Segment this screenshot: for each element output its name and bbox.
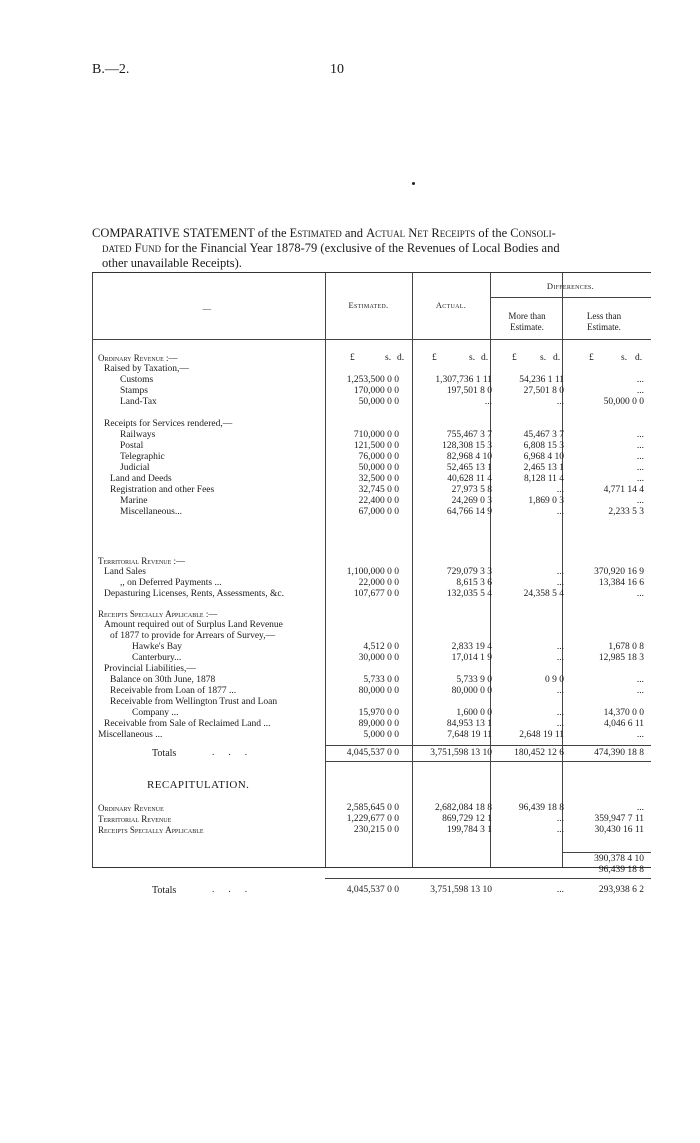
- table-row: [92, 708, 651, 719]
- actual-cell: 2,833 19 4: [451, 642, 492, 652]
- recap-sum: 390,378 4 10: [594, 854, 644, 864]
- title-part: COMPARATIVE STATEMENT: [92, 226, 255, 240]
- more-cell: 2,648 19 11: [519, 730, 564, 740]
- actual-cell: 7,648 19 11: [447, 730, 492, 740]
- more-cell: ...: [556, 814, 564, 824]
- subsection-row: [92, 697, 651, 708]
- table-row: [92, 463, 651, 474]
- less-cell: ...: [636, 496, 644, 506]
- actual-cell: 132,035 5 4: [446, 589, 492, 599]
- table-row: [92, 589, 651, 600]
- title-part: Consoli-: [510, 226, 556, 240]
- more-cell: ...: [556, 825, 564, 835]
- page-number: 10: [330, 62, 344, 77]
- actual-cell: 755,467 3 7: [446, 430, 492, 440]
- more-cell: 0 9 0: [545, 675, 564, 685]
- more-cell: ...: [556, 397, 564, 407]
- row-label: Miscellaneous ...: [98, 730, 163, 740]
- unit: £: [589, 353, 594, 363]
- row-label: Land and Deeds: [110, 474, 172, 484]
- row-label: Receipts Specially Applicable: [98, 825, 204, 835]
- more-cell: ...: [556, 719, 564, 729]
- table-row: [92, 578, 651, 589]
- estimated-head: Estimated.: [348, 300, 389, 310]
- table-row: [92, 653, 651, 664]
- unit: £: [512, 353, 517, 363]
- totals-row: [92, 885, 651, 896]
- rule: [92, 339, 651, 340]
- less-cell: 13,384 16 6: [598, 578, 644, 588]
- leader-dots: ...: [212, 885, 262, 895]
- recap-row: [92, 803, 651, 814]
- receipts-table: [92, 272, 651, 896]
- row-label: Telegraphic: [120, 452, 165, 462]
- section-row: [92, 609, 651, 620]
- amount-line-2: of 1877 to provide for Arrears of Survey,—: [110, 631, 276, 641]
- totals-row: [92, 748, 651, 759]
- title-part: of the: [475, 226, 511, 240]
- estimated-cell: 230,215 0 0: [353, 825, 399, 835]
- less-cell: 12,985 18 3: [598, 653, 644, 663]
- unit: s.: [540, 353, 547, 363]
- more-cell: 8,128 11 4: [523, 474, 564, 484]
- total-more: 180,452 12 6: [514, 748, 564, 758]
- estimated-cell: 170,000 0 0: [353, 386, 399, 396]
- less-cell: ...: [636, 589, 644, 599]
- unit: s.: [621, 353, 628, 363]
- row-label: Miscellaneous...: [120, 507, 183, 517]
- actual-cell: 128,308 15 3: [442, 441, 492, 451]
- actual-cell: 197,501 8 0: [446, 386, 492, 396]
- statement-title: [92, 226, 642, 271]
- row-label: Stamps: [120, 386, 148, 396]
- more-cell: 54,236 1 11: [519, 375, 564, 385]
- row-label: Receivable from Loan of 1877 ...: [110, 686, 237, 696]
- table-row: [92, 375, 651, 386]
- more-cell: 6,808 15 3: [523, 441, 564, 451]
- subsection-row: [92, 664, 651, 675]
- less-cell: ...: [636, 675, 644, 685]
- less-cell: 370,920 16 9: [594, 567, 644, 577]
- actual-cell: 199,784 3 1: [446, 825, 492, 835]
- actual-cell: 64,766 14 9: [446, 507, 492, 517]
- units-row: [92, 353, 651, 364]
- total-more: ...: [556, 885, 564, 895]
- unit: d.: [553, 353, 561, 363]
- total-estimated: 4,045,537 0 0: [346, 748, 399, 758]
- total-actual: 3,751,598 13 10: [430, 885, 492, 895]
- subsection-row: [92, 631, 651, 642]
- row-label: Receivable from Sale of Reclaimed Land ...: [104, 719, 271, 729]
- total-estimated: 4,045,537 0 0: [346, 885, 399, 895]
- unit: d.: [397, 353, 405, 363]
- table-row: [92, 719, 651, 730]
- recap-row: [92, 825, 651, 836]
- table-row: [92, 675, 651, 686]
- amount-line-1: Amount required out of Surplus Land Revenue: [104, 620, 283, 630]
- row-label: Balance on 30th June, 1878: [110, 675, 216, 685]
- actual-cell: 80,000 0 0: [451, 686, 492, 696]
- section-special: Receipts Specially Applicable :—: [98, 609, 218, 619]
- actual-cell: 52,465 13 1: [446, 463, 492, 473]
- actual-cell: 27,973 5 8: [451, 485, 492, 495]
- wellington-line-1: Receivable from Wellington Trust and Loan: [110, 697, 278, 707]
- rule: [490, 297, 651, 298]
- subsection-row: [92, 620, 651, 631]
- table-row: [92, 474, 651, 485]
- differences-head: Differences.: [546, 281, 595, 291]
- actual-cell: 1,307,736 1 11: [435, 375, 492, 385]
- total-less: 293,938 6 2: [598, 885, 644, 895]
- actual-cell: ...: [484, 397, 492, 407]
- more-cell: ...: [556, 653, 564, 663]
- table-row: [92, 730, 651, 741]
- less-cell: 14,370 0 0: [603, 708, 644, 718]
- estimated-cell: 1,253,500 0 0: [346, 375, 399, 385]
- less-cell: 1,678 0 8: [608, 642, 644, 652]
- actual-cell: 24,269 0 3: [451, 496, 492, 506]
- unit: £: [432, 353, 437, 363]
- less-cell: ...: [636, 803, 644, 813]
- estimated-cell: 2,585,645 0 0: [346, 803, 399, 813]
- row-label: Land Sales: [104, 567, 146, 577]
- subsection-row: [92, 419, 651, 430]
- actual-cell: 8,615 3 6: [456, 578, 492, 588]
- less-cell: 359,947 7 11: [594, 814, 644, 824]
- recap-sum-row: [92, 854, 651, 865]
- less-cell: ...: [636, 474, 644, 484]
- more-cell: 45,467 3 7: [523, 430, 564, 440]
- recap-minus: 96,439 18 8: [598, 865, 644, 875]
- row-label: Customs: [120, 375, 154, 385]
- actual-cell: 17,014 1 9: [451, 653, 492, 663]
- title-part: other unavailable Receipts).: [102, 256, 242, 270]
- estimated-cell: 4,512 0 0: [363, 642, 399, 652]
- row-label: Ordinary Revenue: [98, 803, 164, 813]
- actual-cell: 869,729 12 1: [442, 814, 492, 824]
- less-cell: ...: [636, 452, 644, 462]
- estimated-cell: 15,970 0 0: [358, 708, 399, 718]
- total-actual: 3,751,598 13 10: [430, 748, 492, 758]
- estimated-cell: 22,000 0 0: [358, 578, 399, 588]
- table-row: [92, 386, 651, 397]
- totals-label: Totals: [152, 748, 177, 759]
- title-part: and: [341, 226, 367, 240]
- rule: [325, 878, 651, 879]
- estimated-cell: 89,000 0 0: [358, 719, 399, 729]
- rule: [325, 745, 651, 746]
- table-row: [92, 430, 651, 441]
- unit: £: [350, 353, 355, 363]
- less-cell: 30,430 16 11: [594, 825, 644, 835]
- less-cell: ...: [636, 430, 644, 440]
- subsection-provincial: Provincial Liabilities,—: [104, 664, 196, 674]
- estimated-cell: 80,000 0 0: [358, 686, 399, 696]
- subsection-row: [92, 364, 651, 375]
- row-label: ,, on Deferred Payments ...: [120, 578, 222, 588]
- unit: s.: [469, 353, 476, 363]
- estimated-cell: 107,677 0 0: [353, 589, 399, 599]
- less-head: Less than Estimate.: [586, 311, 622, 332]
- estimated-cell: 50,000 0 0: [358, 463, 399, 473]
- unit: d.: [635, 353, 643, 363]
- estimated-cell: 67,000 0 0: [358, 507, 399, 517]
- estimated-cell: 32,745 0 0: [358, 485, 399, 495]
- row-label: Marine: [120, 496, 148, 506]
- label-column-head: —: [202, 303, 212, 313]
- actual-cell: 5,733 9 0: [456, 675, 492, 685]
- subsection-services: Receipts for Services rendered,—: [104, 419, 233, 429]
- more-cell: ...: [556, 578, 564, 588]
- row-label: Hawke's Bay: [132, 642, 182, 652]
- less-cell: 50,000 0 0: [603, 397, 644, 407]
- more-cell: ...: [556, 642, 564, 652]
- less-cell: 4,046 6 11: [603, 719, 644, 729]
- title-part: dated Fund: [102, 241, 162, 255]
- row-label: Judicial: [120, 463, 150, 473]
- actual-cell: 40,628 11 4: [447, 474, 492, 484]
- more-cell: 2,465 13 1: [523, 463, 564, 473]
- title-part: Actual Net Receipts: [366, 226, 476, 240]
- totals-label: Totals: [152, 885, 177, 896]
- table-row: [92, 485, 651, 496]
- section-ordinary: Ordinary Revenue :—: [98, 353, 178, 363]
- row-label: Railways: [120, 430, 156, 440]
- actual-head: Actual.: [435, 300, 467, 310]
- less-cell: ...: [636, 730, 644, 740]
- less-cell: 4,771 14 4: [603, 485, 644, 495]
- estimated-cell: 710,000 0 0: [353, 430, 399, 440]
- actual-cell: 82,968 4 10: [446, 452, 492, 462]
- rule: [562, 852, 651, 853]
- more-cell: ...: [556, 567, 564, 577]
- rule: [325, 761, 651, 762]
- title-part: for the Financial Year 1878-79 (exclusive of the Revenues of Local Bodies and: [161, 241, 560, 255]
- more-cell: ...: [556, 485, 564, 495]
- table-row: [92, 397, 651, 408]
- table-row: [92, 567, 651, 578]
- title-part: of the: [254, 226, 290, 240]
- section-row: [92, 556, 651, 567]
- more-cell: 24,358 5 4: [523, 589, 564, 599]
- more-head: More than Estimate.: [508, 311, 546, 332]
- actual-cell: 1,600 0 0: [456, 708, 492, 718]
- more-cell: ...: [556, 507, 564, 517]
- row-label: Depasturing Licenses, Rents, Assessments, &c.: [104, 589, 284, 599]
- actual-cell: 84,953 13 1: [446, 719, 492, 729]
- row-label: Territorial Revenue: [98, 814, 172, 824]
- row-label: Postal: [120, 441, 144, 451]
- row-label: Registration and other Fees: [110, 485, 215, 495]
- table-row: [92, 441, 651, 452]
- table-row: [92, 496, 651, 507]
- estimated-cell: 1,100,000 0 0: [346, 567, 399, 577]
- estimated-cell: 76,000 0 0: [358, 452, 399, 462]
- more-cell: 1,869 0 3: [528, 496, 564, 506]
- estimated-cell: 1,229,677 0 0: [346, 814, 399, 824]
- estimated-cell: 5,000 0 0: [363, 730, 399, 740]
- recapitulation-heading: RECAPITULATION.: [147, 779, 250, 791]
- actual-cell: 2,682,084 18 8: [435, 803, 492, 813]
- estimated-cell: 22,400 0 0: [358, 496, 399, 506]
- page-ref: B.—2.: [92, 62, 130, 77]
- more-cell: ...: [556, 708, 564, 718]
- table-row: [92, 507, 651, 518]
- less-cell: ...: [636, 686, 644, 696]
- more-cell: 96,439 18 8: [518, 803, 564, 813]
- row-label: Canterbury...: [132, 653, 182, 663]
- table-row: [92, 642, 651, 653]
- less-cell: ...: [636, 375, 644, 385]
- unit: s.: [385, 353, 392, 363]
- estimated-cell: 50,000 0 0: [358, 397, 399, 407]
- total-less: 474,390 18 8: [594, 748, 644, 758]
- more-cell: 6,968 4 10: [523, 452, 564, 462]
- less-cell: ...: [636, 441, 644, 451]
- less-cell: ...: [636, 463, 644, 473]
- table-row: [92, 686, 651, 697]
- estimated-cell: 32,500 0 0: [358, 474, 399, 484]
- section-territorial: Territorial Revenue :—: [98, 556, 186, 566]
- row-label: Company ...: [132, 708, 179, 718]
- subsection-taxation: Raised by Taxation,—: [104, 364, 189, 374]
- row-label: Land-Tax: [120, 397, 157, 407]
- actual-cell: 729,079 3 3: [446, 567, 492, 577]
- more-cell: ...: [556, 686, 564, 696]
- less-cell: 2,233 5 3: [608, 507, 644, 517]
- title-part: Estimated: [289, 226, 342, 240]
- estimated-cell: 5,733 0 0: [363, 675, 399, 685]
- recap-row: [92, 814, 651, 825]
- leader-dots: ...: [212, 748, 262, 758]
- recap-minus-row: [92, 865, 651, 876]
- stray-dot: [412, 182, 415, 185]
- unit: d.: [481, 353, 489, 363]
- table-row: [92, 452, 651, 463]
- estimated-cell: 30,000 0 0: [358, 653, 399, 663]
- estimated-cell: 121,500 0 0: [353, 441, 399, 451]
- more-cell: 27,501 8 0: [523, 386, 564, 396]
- less-cell: ...: [636, 386, 644, 396]
